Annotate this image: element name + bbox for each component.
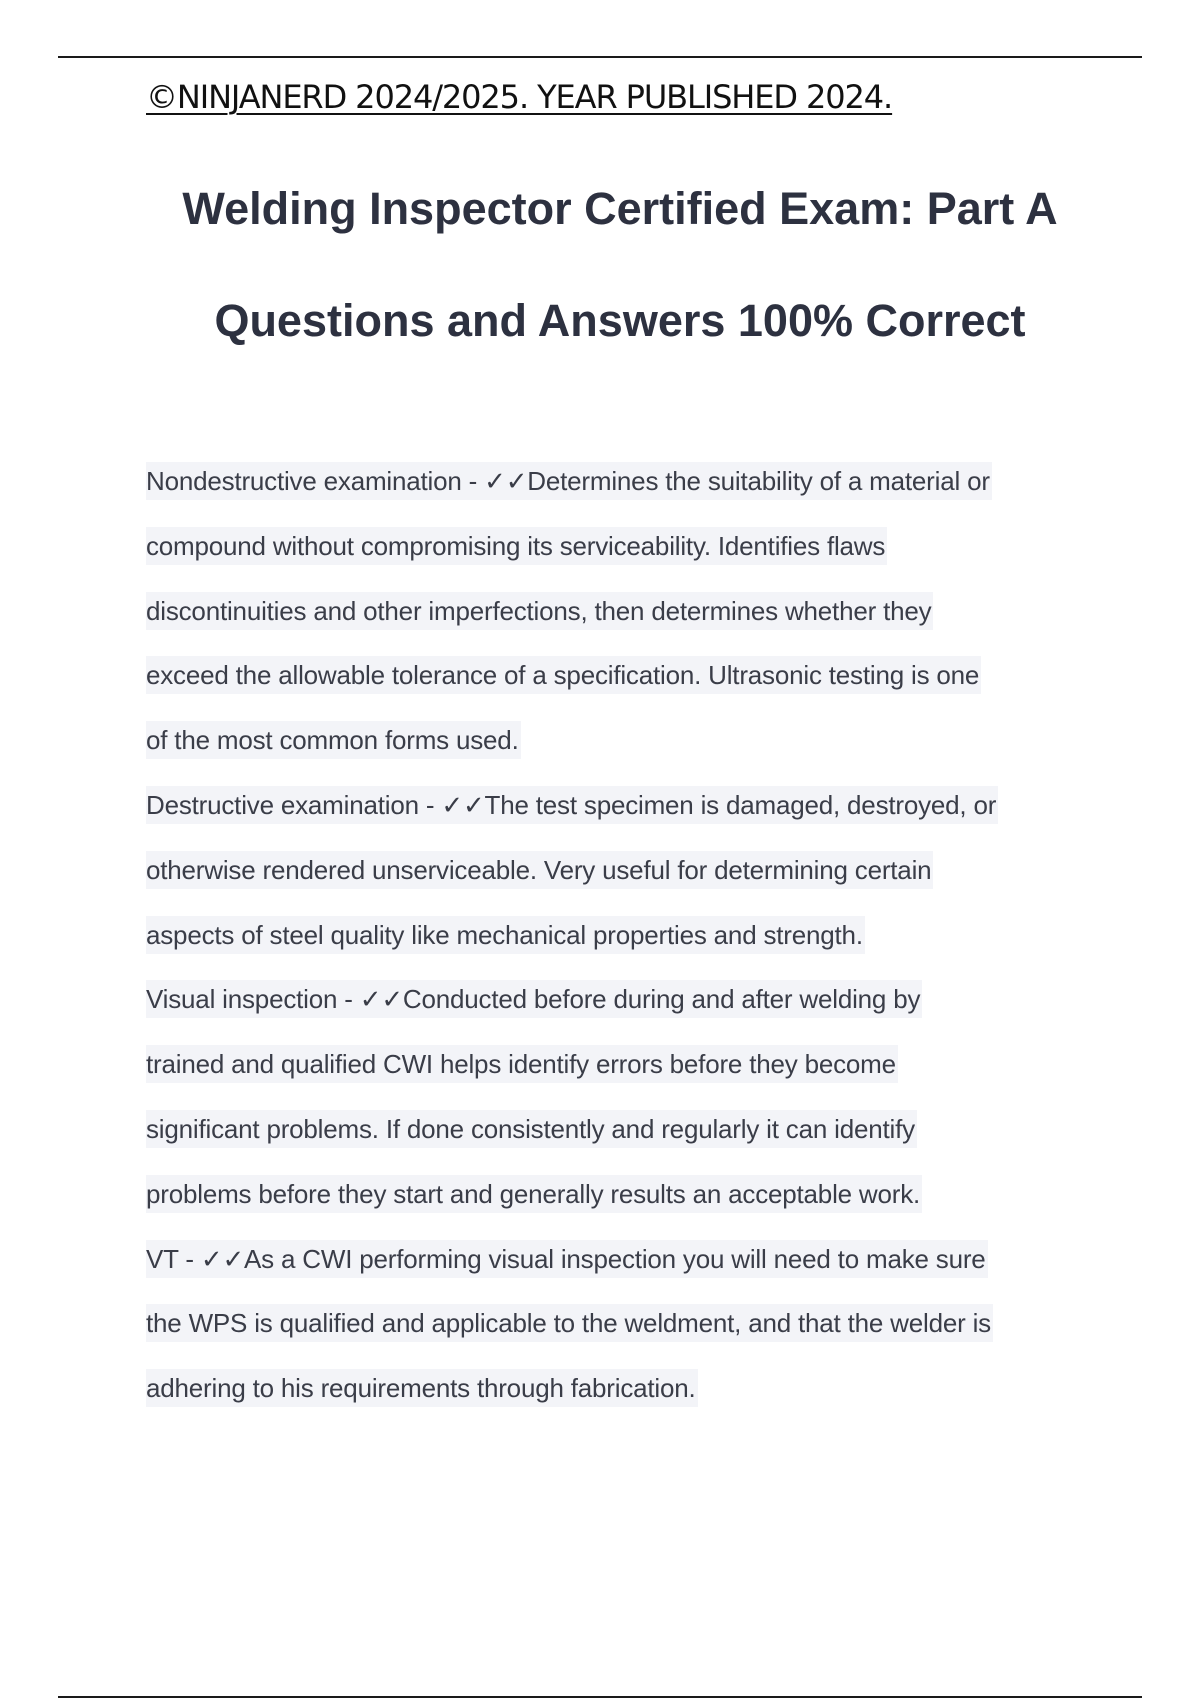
text-line-content: problems before they start and generally results an acceptable work. — [146, 1175, 922, 1213]
document-title-line-2: Questions and Answers 100% Correct — [214, 295, 1026, 346]
text-line — [146, 656, 1106, 721]
bottom-rule — [58, 1696, 1142, 1698]
text-line-content: Nondestructive examination - ✓✓Determines the suitability of a material or — [146, 462, 992, 500]
document-title-line-1: Welding Inspector Certified Exam: Part A — [182, 183, 1058, 234]
text-line — [146, 1110, 1106, 1175]
text-line-content: compound without compromising its serviceability. Identifies flaws — [146, 527, 887, 565]
text-line — [146, 786, 1106, 851]
text-line — [146, 1240, 1106, 1305]
top-rule — [58, 56, 1142, 58]
text-line-content: significant problems. If done consistently and regularly it can identify — [146, 1110, 917, 1148]
text-line — [146, 980, 1106, 1045]
text-line-content: discontinuities and other imperfections, then determines whether they — [146, 592, 933, 630]
text-line — [146, 527, 1106, 592]
text-line — [146, 1175, 1106, 1240]
text-line-content: adhering to his requirements through fabrication. — [146, 1369, 698, 1407]
text-line — [146, 462, 1106, 527]
text-line-content: Visual inspection - ✓✓Conducted before during and after welding by — [146, 980, 922, 1018]
text-line-content: of the most common forms used. — [146, 721, 521, 759]
text-line — [146, 1369, 1106, 1434]
text-line-content: Destructive examination - ✓✓The test specimen is damaged, destroyed, or — [146, 786, 998, 824]
text-line-content: VT - ✓✓As a CWI performing visual inspection you will need to make sure — [146, 1240, 988, 1278]
qa-body — [146, 462, 1106, 1434]
text-line-content: the WPS is qualified and applicable to the weldment, and that the welder is — [146, 1304, 993, 1342]
text-line — [146, 916, 1106, 981]
text-line-content: aspects of steel quality like mechanical properties and strength. — [146, 916, 865, 954]
text-line-content: otherwise rendered unserviceable. Very useful for determining certain — [146, 851, 933, 889]
copyright-header: ©NINJANERD 2024/2025. YEAR PUBLISHED 2024. — [146, 78, 893, 116]
text-line — [146, 1304, 1106, 1369]
text-line-content: trained and qualified CWI helps identify errors before they become — [146, 1045, 898, 1083]
text-line — [146, 721, 1106, 786]
text-line — [146, 851, 1106, 916]
text-line-content: exceed the allowable tolerance of a specification. Ultrasonic testing is one — [146, 656, 981, 694]
text-line — [146, 592, 1106, 657]
text-line — [146, 1045, 1106, 1110]
